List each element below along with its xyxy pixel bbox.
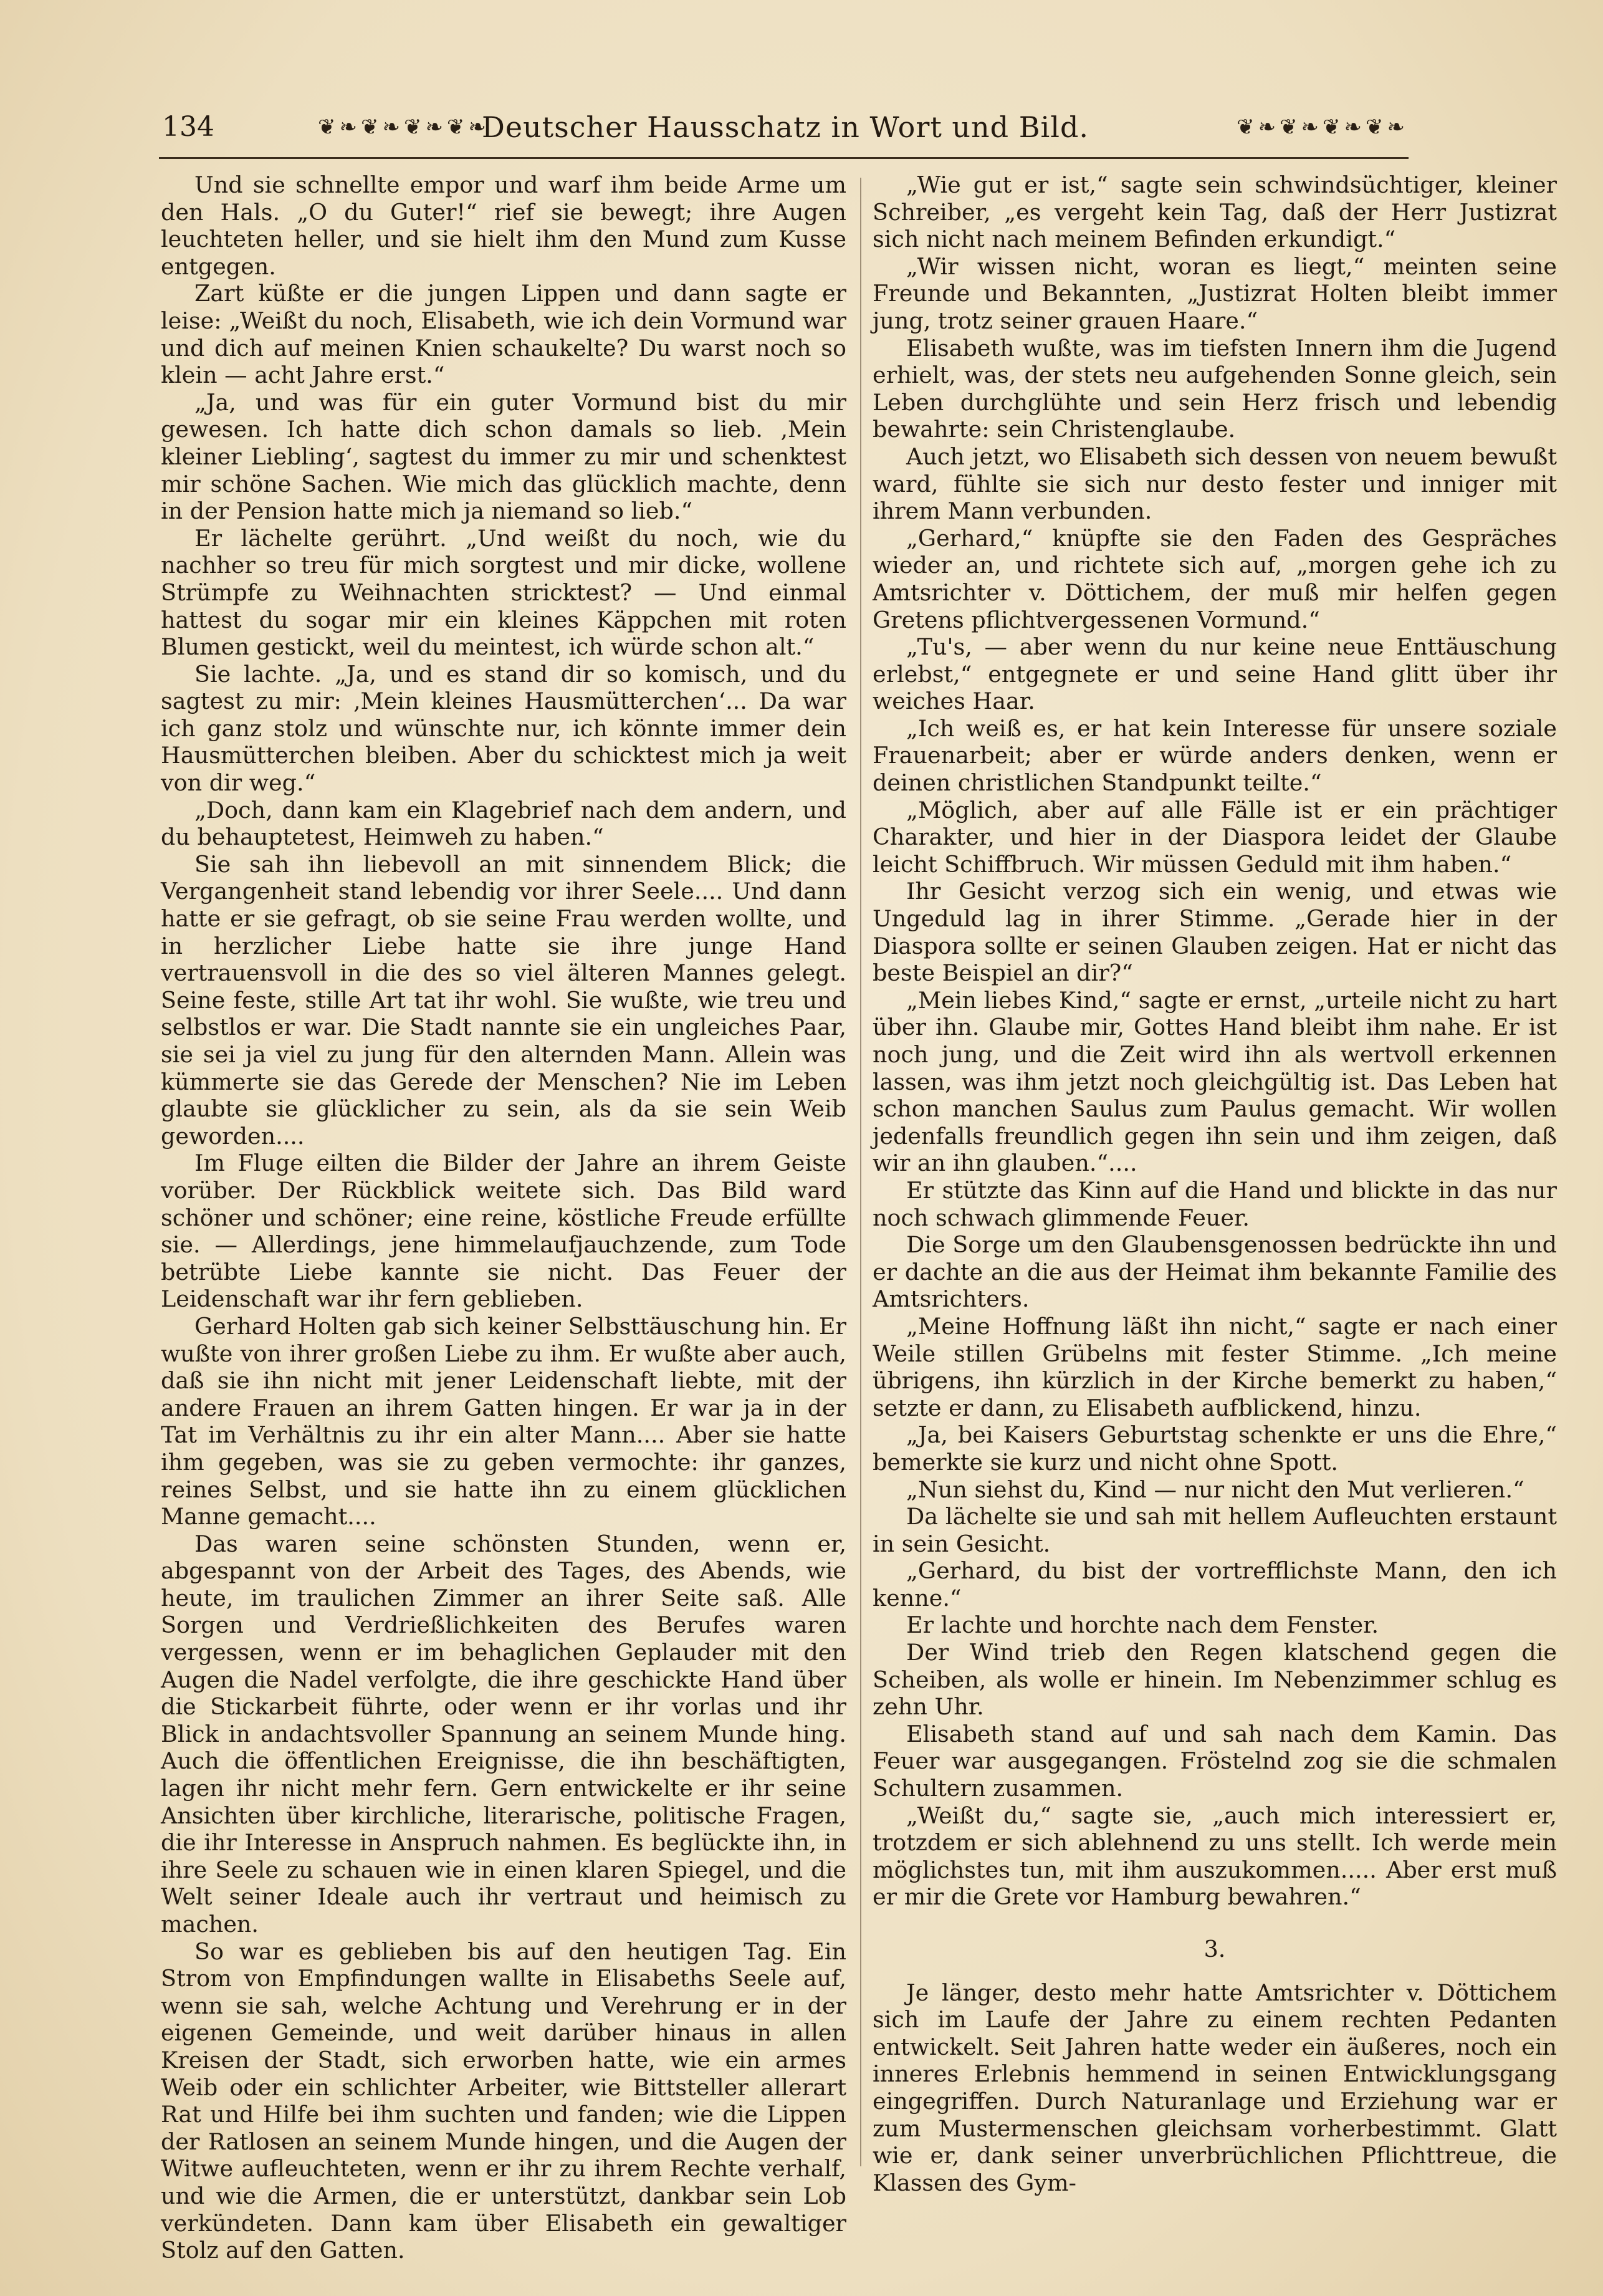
paragraph: „Möglich, aber auf alle Fälle ist er ein prächtiger Charakter, und hier in der Diaspora leidet der Glaube leicht Schiffbruch. Wir müssen Geduld mit ihm haben.“ <box>873 796 1557 878</box>
paragraph: „Wir wissen nicht, woran es liegt,“ meinten seine Freunde und Bekannten, „Justizrat Holten bleibt immer jung, trotz seiner grauen Haare.“ <box>873 252 1557 334</box>
paragraph: Die Sorge um den Glaubensgenossen bedrückte ihn und er dachte an die aus der Heimat ihm bekannte Familie des Amtsrichters. <box>873 1231 1557 1313</box>
paragraph: Elisabeth wußte, was im tiefsten Innern ihm die Jugend erhielt, was, der stets neu aufgehenden Sonne gleich, sein Leben durchglühte und sein Herz frisch und lebendig bewahrte: sein Christenglaube. <box>873 334 1557 443</box>
paragraph: „Tu's, — aber wenn du nur keine neue Enttäuschung erlebst,“ entgegnete er und seine Hand glitt über ihr weiches Haar. <box>873 633 1557 715</box>
paragraph: Da lächelte sie und sah mit hellem Aufleuchten erstaunt in sein Gesicht. <box>873 1503 1557 1557</box>
ornament-left-icon: ❦❧❦❧❦❧❦❧ <box>318 115 490 140</box>
paragraph: „Meine Hoffnung läßt ihn nicht,“ sagte er nach einer Weile stillen Grübelns mit fester Stimme. „Ich meine übrigens, ihn kürzlich in der Kirche bemerkt zu haben,“ setzte er dann, zu Elisabeth aufblickend, hinzu. <box>873 1312 1557 1421</box>
paragraph: „Ja, und was für ein guter Vormund bist du mir gewesen. Ich hatte dich schon damals so lieb. ‚Mein kleiner Liebling‘, sagtest du immer zu mir und schenktest mir schöne Sachen. Wie mich das glücklich machte, denn in der Pension hatte mich ja niemand so lieb.“ <box>161 388 846 525</box>
paragraph: So war es geblieben bis auf den heutigen Tag. Ein Strom von Empfindungen wallte in Elisabeths Seele auf, wenn sie sah, welche Achtung und Verehrung er in der eigenen Gemeinde, und weit darüber hinaus in allen Kreisen der Stadt, sich erworben hatte, wie ein armes Weib oder ein schlichter Arbeiter, wie Bittsteller allerart Rat und Hilfe bei ihm suchten und fanden; wie die Lippen der Ratlosen an seinem Munde hingen, und die Augen der Witwe aufleuchteten, wenn er ihr zu ihrem Rechte verhalf, und wie die Armen, die er unterstützt, dankbar sein Lob verkündeten. Dann kam über Elisabeth ein gewaltiger Stolz auf den Gatten. <box>161 1938 846 2264</box>
paragraph: Er lachte und horchte nach dem Fenster. <box>906 1612 1379 1639</box>
paragraph: Sie lachte. „Ja, und es stand dir so komisch, und du sagtest zu mir: ‚Mein kleines Hausmütterchen‘... Da war ich ganz stolz und wünschte nur, ich könnte immer dein Hausmütterchen bleiben. Aber du schicktest mich ja weit von dir weg.“ <box>161 660 846 797</box>
paragraph: Ihr Gesicht verzog sich ein wenig, und etwas wie Ungeduld lag in ihrer Stimme. „Gerade hier in der Diaspora sollte er seinen Glauben zeigen. Hat er nicht das beste Beispiel an dir?“ <box>873 878 1557 987</box>
paragraph: Das waren seine schönsten Stunden, wenn er, abgespannt von der Arbeit des Tages, des Abends, wie heute, im traulichen Zimmer an ihrer Seite saß. Alle Sorgen und Verdrießlichkeiten des Berufes waren vergessen, wenn er im behaglichen Geplauder mit den Augen die Nadel verfolgte, die ihre geschickte Hand über die Stickarbeit führte, oder wenn er ihr vorlas und ihr Blick in andachtsvoller Spannung an seinem Munde hing. Auch die öffentlichen Ereignisse, die ihn beschäftigten, lagen ihr nicht mehr fern. Gern entwickelte er ihr seine Ansichten über kirchliche, literarische, politische Fragen, die ihr Interesse in Anspruch nahmen. Es beglückte ihn, in ihre Seele zu schauen wie in einen klaren Spiegel, und die Welt seiner Ideale auch ihr vertraut und heimisch zu machen. <box>161 1530 846 1938</box>
page-number: 134 <box>162 111 214 143</box>
publication-title: Deutscher Hausschatz in Wort und Bild. <box>481 110 1089 144</box>
paragraph: Der Wind trieb den Regen klatschend gegen die Scheiben, als wolle er hinein. Im Nebenzimmer schlug es zehn Uhr. <box>873 1639 1557 1721</box>
paragraph: „Gerhard,“ knüpfte sie den Faden des Gespräches wieder an, und richtete sich auf, „morgen gehe ich zu Amtsrichter v. Döttichem, der muß mir helfen gegen Gretens pflichtvergessenen Vormund.“ <box>873 524 1557 633</box>
column-divider <box>860 178 861 2166</box>
paragraph: Gerhard Holten gab sich keiner Selbsttäuschung hin. Er wußte von ihrer großen Liebe zu ihm. Er wußte aber auch, daß sie ihn nicht mit jener Leidenschaft liebte, mit der andere Frauen an ihrem Gatten hingen. Er war ja in der Tat im Verhältnis zu ihr ein alter Mann.... Aber sie hatte ihm gegeben, was sie zu geben vermochte: ihr ganzes, reines Selbst, und sie hatte ihn zu einem glücklichen Manne gemacht.... <box>161 1312 846 1530</box>
right-column <box>873 171 1557 2196</box>
page-header <box>162 110 1409 147</box>
paragraph: „Ich weiß es, er hat kein Interesse für unsere soziale Frauenarbeit; aber er würde anders denken, wenn er deinen christlichen Standpunkt teilte.“ <box>873 714 1557 797</box>
paragraph: „Mein liebes Kind,“ sagte er ernst, „urteile nicht zu hart über ihn. Glaube mir, Gottes Hand bleibt ihm nahe. Er ist noch jung, und die Zeit wird ihn als wertvoll erkennen lassen, was ihm jetzt noch gleichgültig ist. Das Leben hat schon manchen Saulus zum Paulus gemacht. Wir wollen jedenfalls freundlich gegen ihn sein und ihm zeigen, daß wir an ihn glauben.“.... <box>873 986 1557 1177</box>
ornament-right-icon: ❦❧❦❧❦❧❦❧ <box>1237 115 1409 140</box>
paragraph: Auch jetzt, wo Elisabeth sich dessen von neuem bewußt ward, fühlte sie sich nur desto fester und inniger mit ihrem Mann verbunden. <box>873 443 1557 525</box>
left-column <box>161 171 846 2264</box>
paragraph: „Doch, dann kam ein Klagebrief nach dem andern, und du behauptetest, Heimweh zu haben.“ <box>161 796 846 851</box>
paragraph: Und sie schnellte empor und warf ihm beide Arme um den Hals. „O du Guter!“ rief sie bewegt; ihre Augen leuchteten heller, und sie hielt ihm den Mund zum Kusse entgegen. <box>161 171 846 280</box>
section-number: 3. <box>1203 1936 1226 1962</box>
paragraph: Sie sah ihn liebevoll an mit sinnendem Blick; die Vergangenheit stand lebendig vor ihrer Seele.... Und dann hatte er sie gefragt, ob sie seine Frau werden wollte, und in herzlicher Liebe hatte sie ihre junge Hand vertrauensvoll in die des so viel älteren Mannes gelegt. Seine feste, stille Art tat ihr wohl. Sie wußte, wie treu und selbstlos er war. Die Stadt nannte sie ein ungleiches Paar, sie sei ja viel zu jung für den alternden Mann. Allein was kümmerte sie das Gerede der Menschen? Nie im Leben glaubte sie glücklicher zu sein, als da sie sein Weib geworden.... <box>161 850 846 1150</box>
paragraph: „Gerhard, du bist der vortrefflichste Mann, den ich kenne.“ <box>873 1557 1557 1612</box>
paragraph: „Nun siehst du, Kind — nur nicht den Mut verlieren.“ <box>906 1476 1524 1503</box>
paragraph: Er lächelte gerührt. „Und weißt du noch, wie du nachher so treu für mich sorgtest und mir dicke, wollene Strümpfe zu Weihnachten stricktest? — Und einmal hattest du sogar mir ein kleines Käppchen mit roten Blumen gestickt, weil du meintest, ich würde schon alt.“ <box>161 524 846 661</box>
paragraph: Im Fluge eilten die Bilder der Jahre an ihrem Geiste vorüber. Der Rückblick weitete sich. Das Bild ward schöner und schöner; eine reine, köstliche Freude erfüllte sie. — Allerdings, jene himmelaufjauchzende, zum Tode betrübte Liebe kannte sie nicht. Das Feuer der Leidenschaft war ihr fern geblieben. <box>161 1150 846 1313</box>
paragraph: Elisabeth stand auf und sah nach dem Kamin. Das Feuer war ausgegangen. Fröstelnd zog sie die schmalen Schultern zusammen. <box>873 1720 1557 1802</box>
paragraph: Je länger, desto mehr hatte Amtsrichter v. Döttichem sich im Laufe der Jahre zu einem rechten Pedanten entwickelt. Seit Jahren hatte weder ein äußeres, noch ein inneres Erlebnis hemmend in seinen Entwicklungsgang eingegriffen. Durch Naturanlage und Erziehung war er zum Mustermenschen gleichsam vorherbestimmt. Glatt wie er, dank seiner unverbrüchlichen Pflichttreue, die Klassen des Gym- <box>873 1979 1557 2196</box>
paragraph: „Weißt du,“ sagte sie, „auch mich interessiert er, trotzdem er sich ablehnend zu uns stellt. Ich werde mein möglichstes tun, mit ihm auszukommen..... Aber erst muß er mir die Grete vor Hamburg bewahren.“ <box>873 1802 1557 1911</box>
paragraph: „Ja, bei Kaisers Geburtstag schenkte er uns die Ehre,“ bemerkte sie kurz und nicht ohne Spott. <box>873 1421 1557 1476</box>
paragraph: Er stützte das Kinn auf die Hand und blickte in das nur noch schwach glimmende Feuer. <box>873 1176 1557 1231</box>
paragraph: „Wie gut er ist,“ sagte sein schwindsüchtiger, kleiner Schreiber, „es vergeht kein Tag, daß der Herr Justizrat sich nicht nach meinem Befinden erkundigt.“ <box>873 171 1557 253</box>
paragraph: Zart küßte er die jungen Lippen und dann sagte er leise: „Weißt du noch, Elisabeth, wie ich dein Vormund war und dich auf meinen Knien schaukelte? Du warst noch so klein — acht Jahre erst.“ <box>161 280 846 389</box>
header-rule <box>159 157 1409 159</box>
